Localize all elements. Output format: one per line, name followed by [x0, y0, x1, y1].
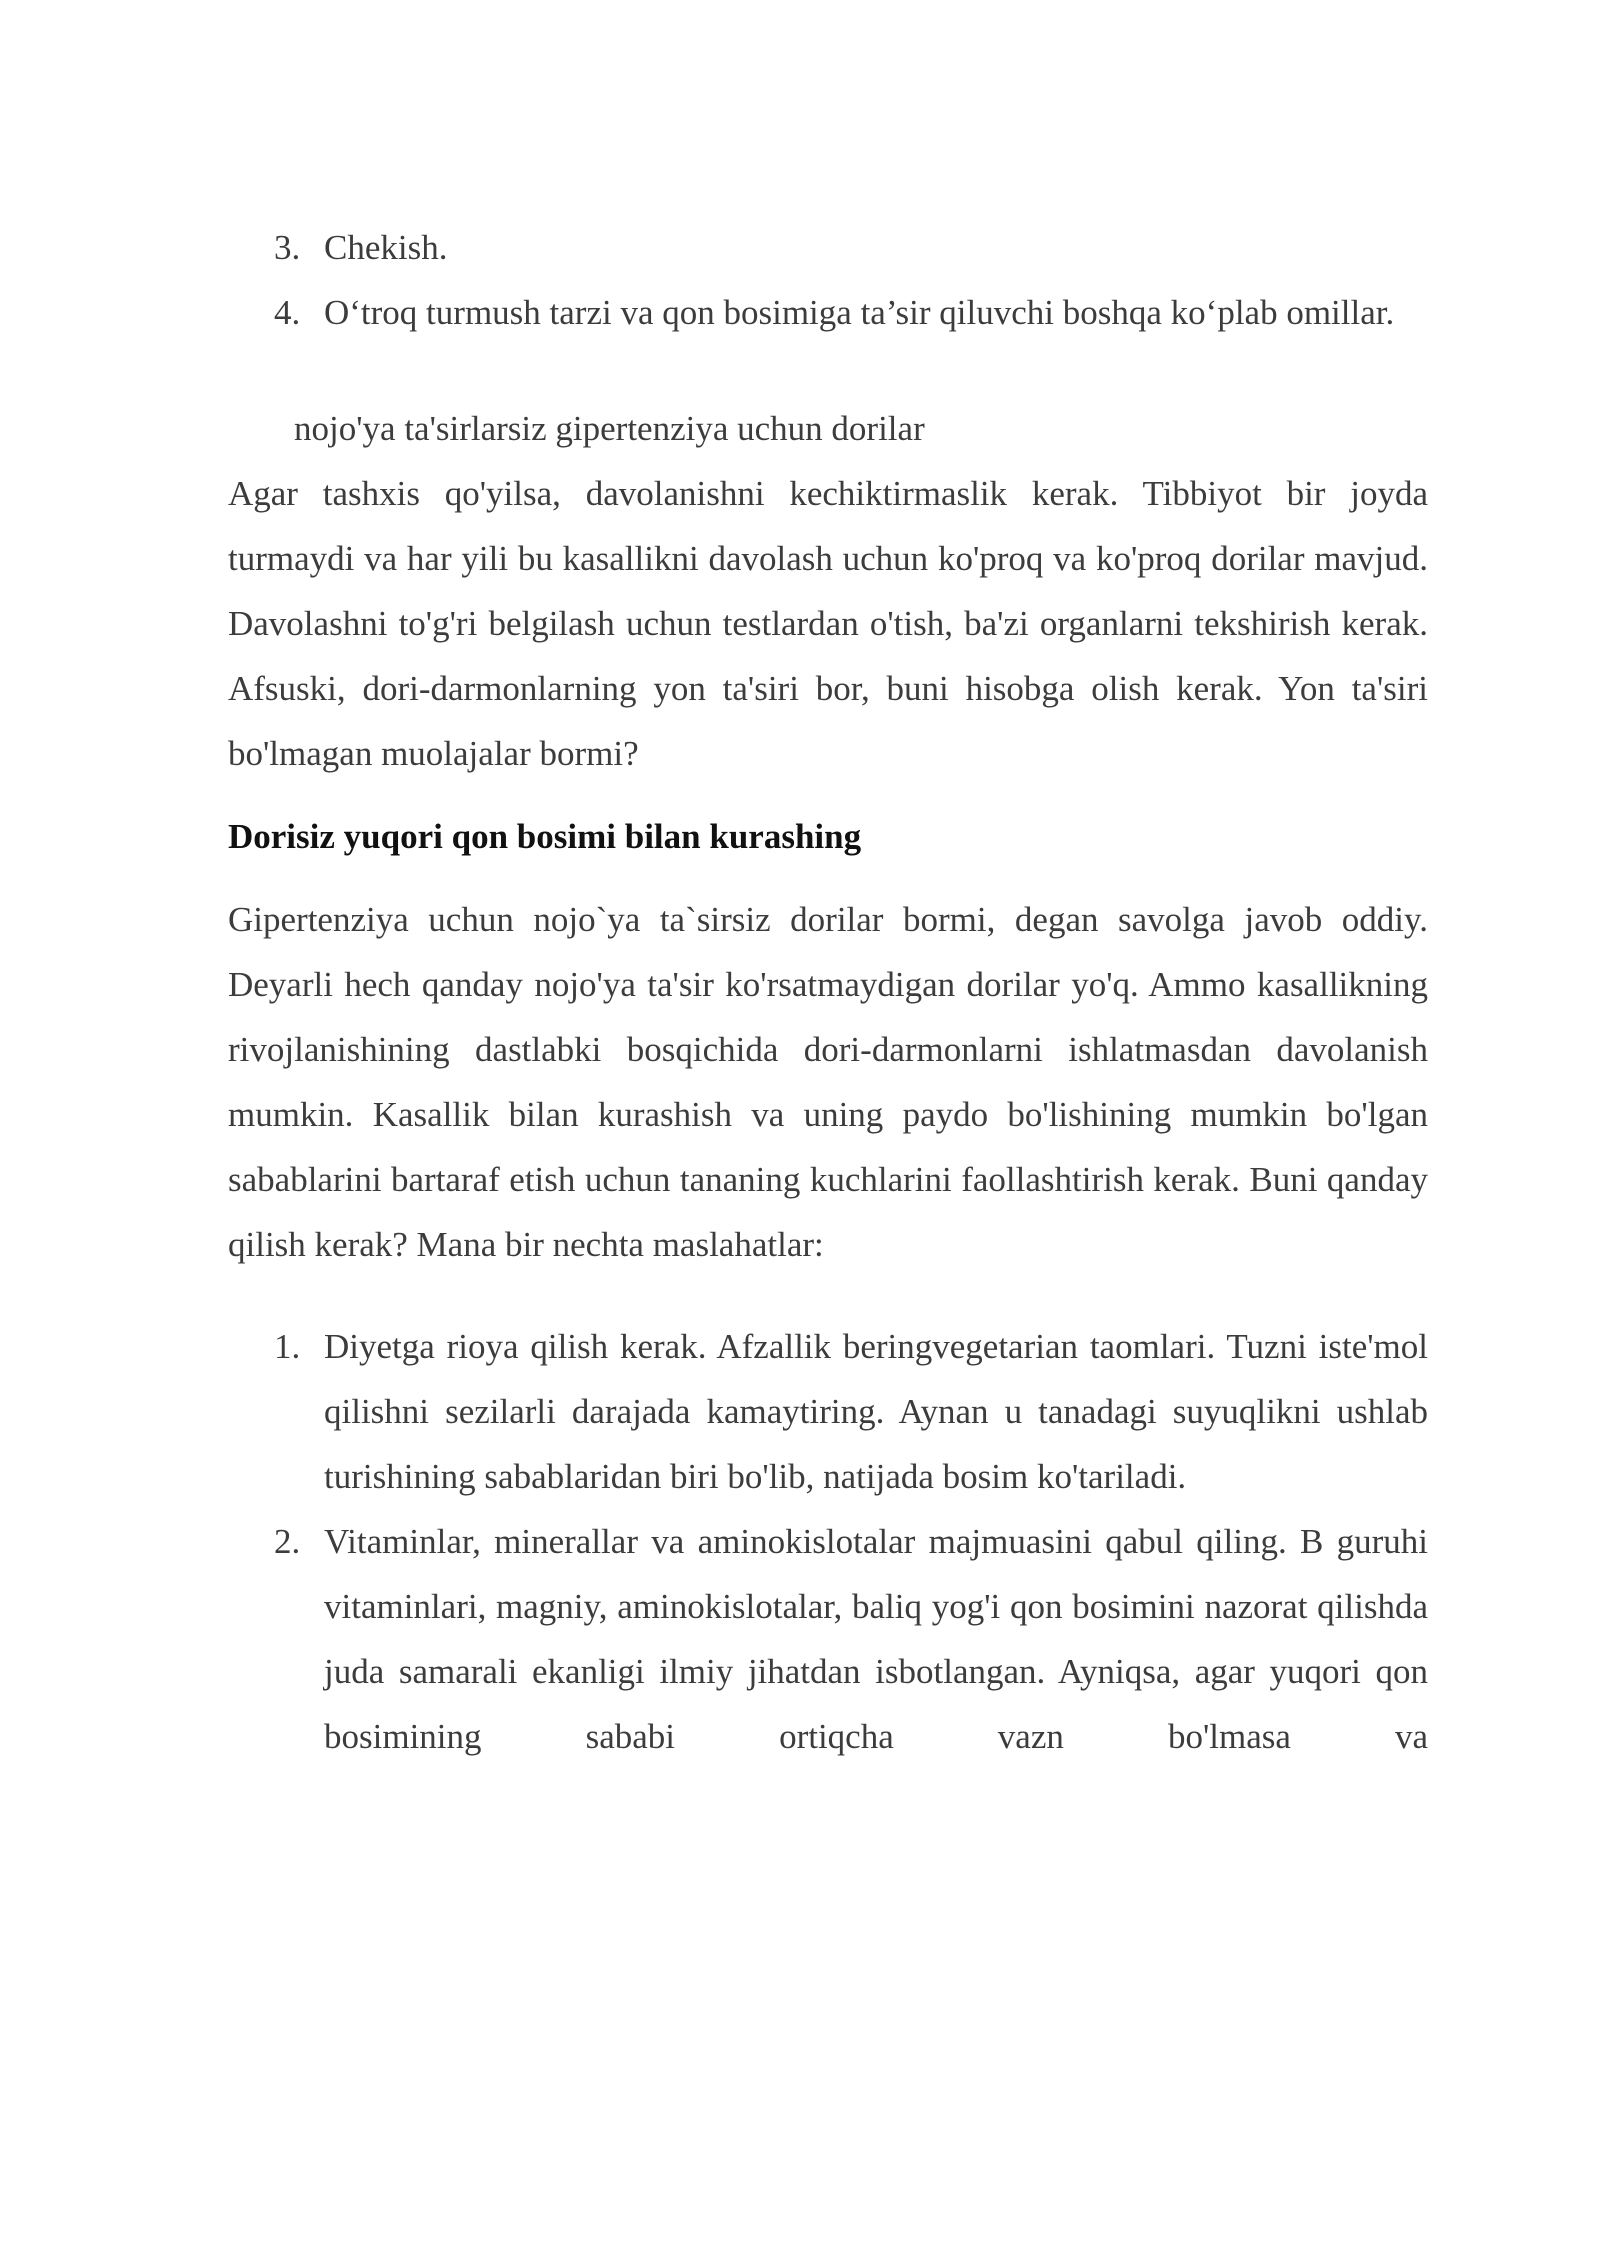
list-item-number: 2. — [274, 1522, 301, 1561]
numbered-list-top — [228, 215, 1428, 345]
numbered-list-bottom — [228, 1314, 1428, 1769]
section-heading: Dorisiz yuqori qon bosimi bilan kurashing — [228, 817, 862, 856]
list-item-text: Chekish. — [324, 228, 448, 267]
paragraph-body: Gipertenziya uchun nojo`ya ta`sirsiz dorilar bormi, degan savolga javob oddiy. Deyarli hech qanday nojo'ya ta'sir ko'rsatmaydigan dorilar yo'q. Ammo kasallikning rivojlanishining dastlabki bosqichida dori-darmonlarni ishlatmasdan davolanish mumkin. Kasallik bilan kurashish va uning paydo bo'lishining mumkin bo'lgan sabablarini bartaraf etish uchun tananing kuchlarini faollashtirish kerak. Buni qanday qilish kerak? Mana bir nechta maslahatlar: — [228, 900, 1428, 1264]
list-item-number: 1. — [274, 1327, 301, 1366]
list-item — [228, 215, 1428, 280]
list-item — [228, 1314, 1428, 1509]
subheading: nojo'ya ta'sirlarsiz gipertenziya uchun dorilar — [294, 409, 925, 448]
list-item-number: 4. — [274, 293, 301, 332]
list-item-text: Vitaminlar, minerallar va aminokislotalar majmuasini qabul qiling. B guruhi vitaminlari, magniy, aminokislotalar, baliq yog'i qon bosimini nazorat qilishda juda samarali ekanligi ilmiy jihatdan isbotlangan. Ayniqsa, agar yuqori qon bosimining sababi ortiqcha vazn bo'lmasa va — [324, 1522, 1428, 1756]
list-item-text: O‘troq turmush tarzi va qon bosimiga ta’sir qiluvchi boshqa ko‘plab omillar. — [324, 293, 1395, 332]
list-item — [228, 1509, 1428, 1769]
page-content — [228, 215, 1428, 1769]
paragraph-intro: Agar tashxis qo'yilsa, davolanishni kechiktirmaslik kerak. Tibbiyot bir joyda turmaydi va har yili bu kasallikni davolash uchun ko'proq va ko'proq dorilar mavjud. Davolashni to'g'ri belgilash uchun testlardan o'tish, ba'zi organlarni tekshirish kerak. Afsuski, dori-darmonlarning yon ta'siri bor, buni hisobga olish kerak. Yon ta'siri bo'lmagan muolajalar bormi? — [228, 474, 1428, 773]
list-item-number: 3. — [274, 228, 301, 267]
list-item-text: Diyetga rioya qilish kerak. Afzallik beringvegetarian taomlari. Tuzni iste'mol qilishni sezilarli darajada kamaytiring. Aynan u tanadagi suyuqlikni ushlab turishining sabablaridan biri bo'lib, natijada bosim ko'tariladi. — [324, 1327, 1428, 1496]
list-item — [228, 280, 1428, 345]
